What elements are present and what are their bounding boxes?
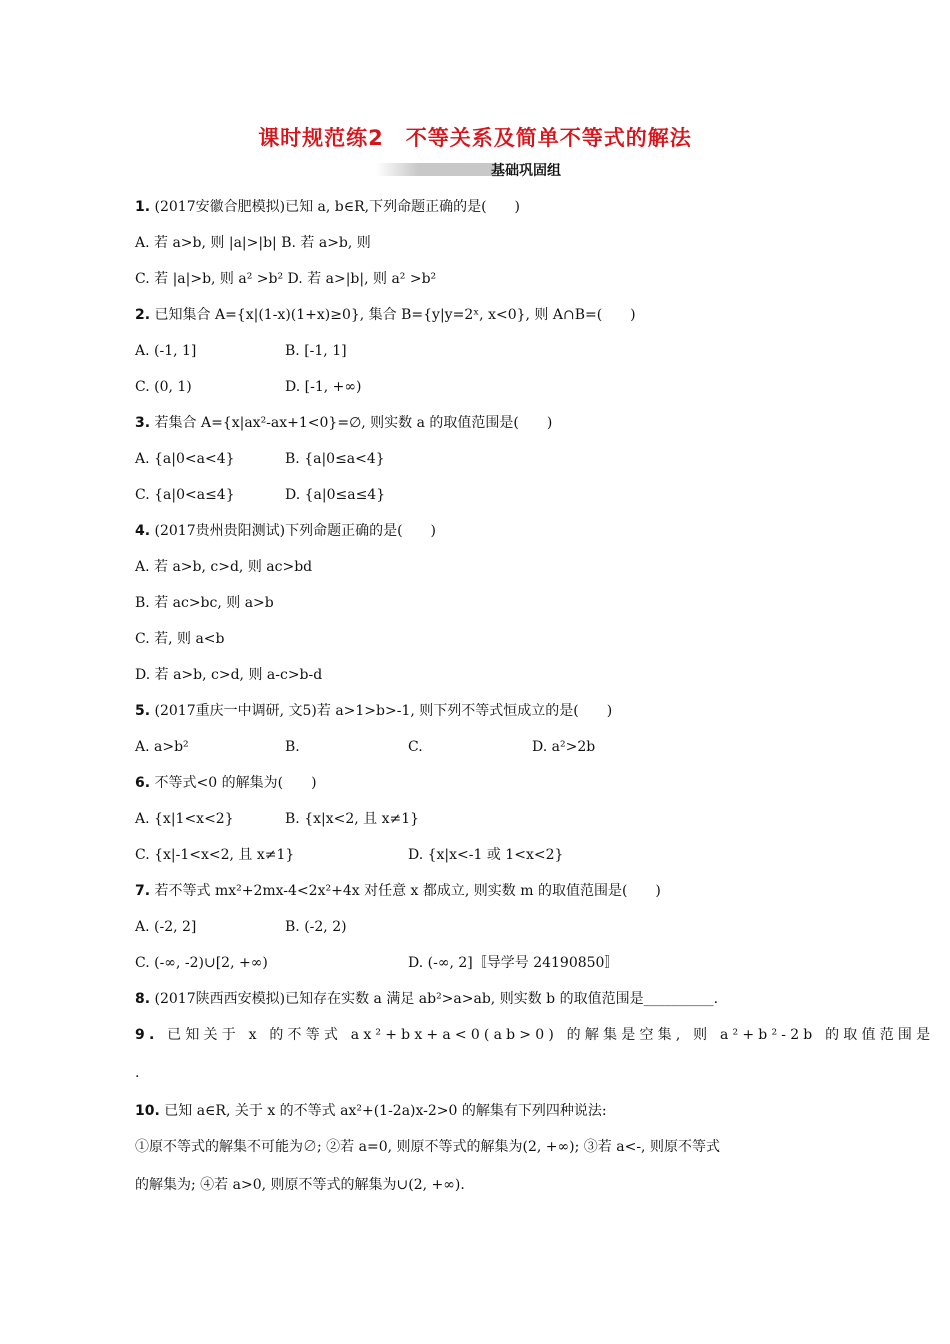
question-number: 1. <box>135 199 151 215</box>
question-9 <box>135 1026 934 1044</box>
question-3 <box>135 414 552 432</box>
question-4-option-line: A. 若 a>b, c>d, 则 ac>bd <box>135 559 313 575</box>
question-2 <box>135 306 636 324</box>
question-4 <box>135 522 436 540</box>
option-a: A. a>b² <box>135 739 189 755</box>
option-c: C. (-∞, -2)∪[2, +∞) <box>135 955 268 971</box>
question-4-option-line: C. 若, 则 a<b <box>135 631 225 647</box>
question-7 <box>135 882 661 900</box>
question-stem: 若集合 A={x|ax²-ax+1<0}=∅, 则实数 a 的取值范围是( ) <box>154 415 553 431</box>
section-label: 基础巩固组 <box>491 163 561 179</box>
option-a: A. (-1, 1] <box>135 343 197 359</box>
question-number: 4. <box>135 523 151 539</box>
question-number: 8. <box>135 991 151 1007</box>
question-stem: 已知关于 x 的不等式 ax²+bx+a<0(ab>0) 的解集是空集, 则 a²+b²-2b 的取值范围是 <box>167 1027 935 1043</box>
question-stem: 已知集合 A={x|(1-x)(1+x)≥0}, 集合 B={y|y=2ˣ, x<0}, 则 A∩B=( ) <box>154 307 636 323</box>
question-10-statement-line: 的解集为; ④若 a>0, 则原不等式的解集为∪(2, +∞). <box>135 1177 465 1193</box>
option-d: D. {x|x<-1 或 1<x<2} <box>408 847 564 863</box>
question-number: 9. <box>135 1027 159 1043</box>
question-10 <box>135 1102 607 1120</box>
question-number: 6. <box>135 775 151 791</box>
option-d: D. a²>2b <box>532 739 596 755</box>
question-8 <box>135 990 718 1008</box>
question-number: 10. <box>135 1103 160 1119</box>
option-c: C. (0, 1) <box>135 379 192 395</box>
question-4-option-line: D. 若 a>b, c>d, 则 a-c>b-d <box>135 667 323 683</box>
question-1-option-line: C. 若 |a|>b, 则 a² >b² D. 若 a>|b|, 则 a² >b² <box>135 271 437 287</box>
question-stem: 若不等式 mx²+2mx-4<2x²+4x 对任意 x 都成立, 则实数 m 的取值范围是( ) <box>154 883 661 899</box>
option-d: D. [-1, +∞) <box>285 379 362 395</box>
option-b: B. {x|x<2, 且 x≠1} <box>285 811 420 827</box>
option-d: D. (-∞, 2]〚导学号 24190850〛 <box>408 955 619 971</box>
option-a: A. {a|0<a<4} <box>135 451 235 467</box>
option-d: D. {a|0≤a≤4} <box>285 487 386 503</box>
question-number: 7. <box>135 883 151 899</box>
option-b: B. (-2, 2) <box>285 919 347 935</box>
option-a: A. {x|1<x<2} <box>135 811 234 827</box>
question-stem: (2017安徽合肥模拟)已知 a, b∈R,下列命题正确的是( ) <box>154 199 521 215</box>
section-decor-bar <box>376 163 496 176</box>
option-b: B. [-1, 1] <box>285 343 347 359</box>
page-title: 课时规范练2 不等关系及简单不等式的解法 <box>258 126 692 150</box>
option-b: B. <box>285 739 300 755</box>
question-stem: 已知 a∈R, 关于 x 的不等式 ax²+(1-2a)x-2>0 的解集有下列四种说法: <box>164 1103 607 1119</box>
option-c: C. <box>408 739 423 755</box>
option-c: C. {x|-1<x<2, 且 x≠1} <box>135 847 295 863</box>
question-number: 3. <box>135 415 151 431</box>
section-header <box>0 160 950 180</box>
question-stem: (2017贵州贵阳测试)下列命题正确的是( ) <box>154 523 436 539</box>
option-a: A. (-2, 2] <box>135 919 197 935</box>
question-number: 2. <box>135 307 151 323</box>
question-1-option-line: A. 若 a>b, 则 |a|>|b| B. 若 a>b, 则 <box>135 235 371 251</box>
question-10-statement-line: ①原不等式的解集不可能为∅; ②若 a=0, 则原不等式的解集为(2, +∞); ③若 a<-, 则原不等式 <box>135 1139 720 1155</box>
question-number: 5. <box>135 703 151 719</box>
option-b: B. {a|0≤a<4} <box>285 451 385 467</box>
question-5 <box>135 702 612 720</box>
question-stem: (2017重庆一中调研, 文5)若 a>1>b>-1, 则下列不等式恒成立的是( ) <box>154 703 613 719</box>
option-c: C. {a|0<a≤4} <box>135 487 235 503</box>
question-stem: (2017陕西西安模拟)已知存在实数 a 满足 ab²>a>ab, 则实数 b 的取值范围是__________. <box>154 991 719 1007</box>
question-4-option-line: B. 若 ac>bc, 则 a>b <box>135 595 274 611</box>
question-9-tail: . <box>135 1065 140 1081</box>
question-6 <box>135 774 317 792</box>
question-1 <box>135 198 520 216</box>
question-stem: 不等式<0 的解集为( ) <box>154 775 317 791</box>
